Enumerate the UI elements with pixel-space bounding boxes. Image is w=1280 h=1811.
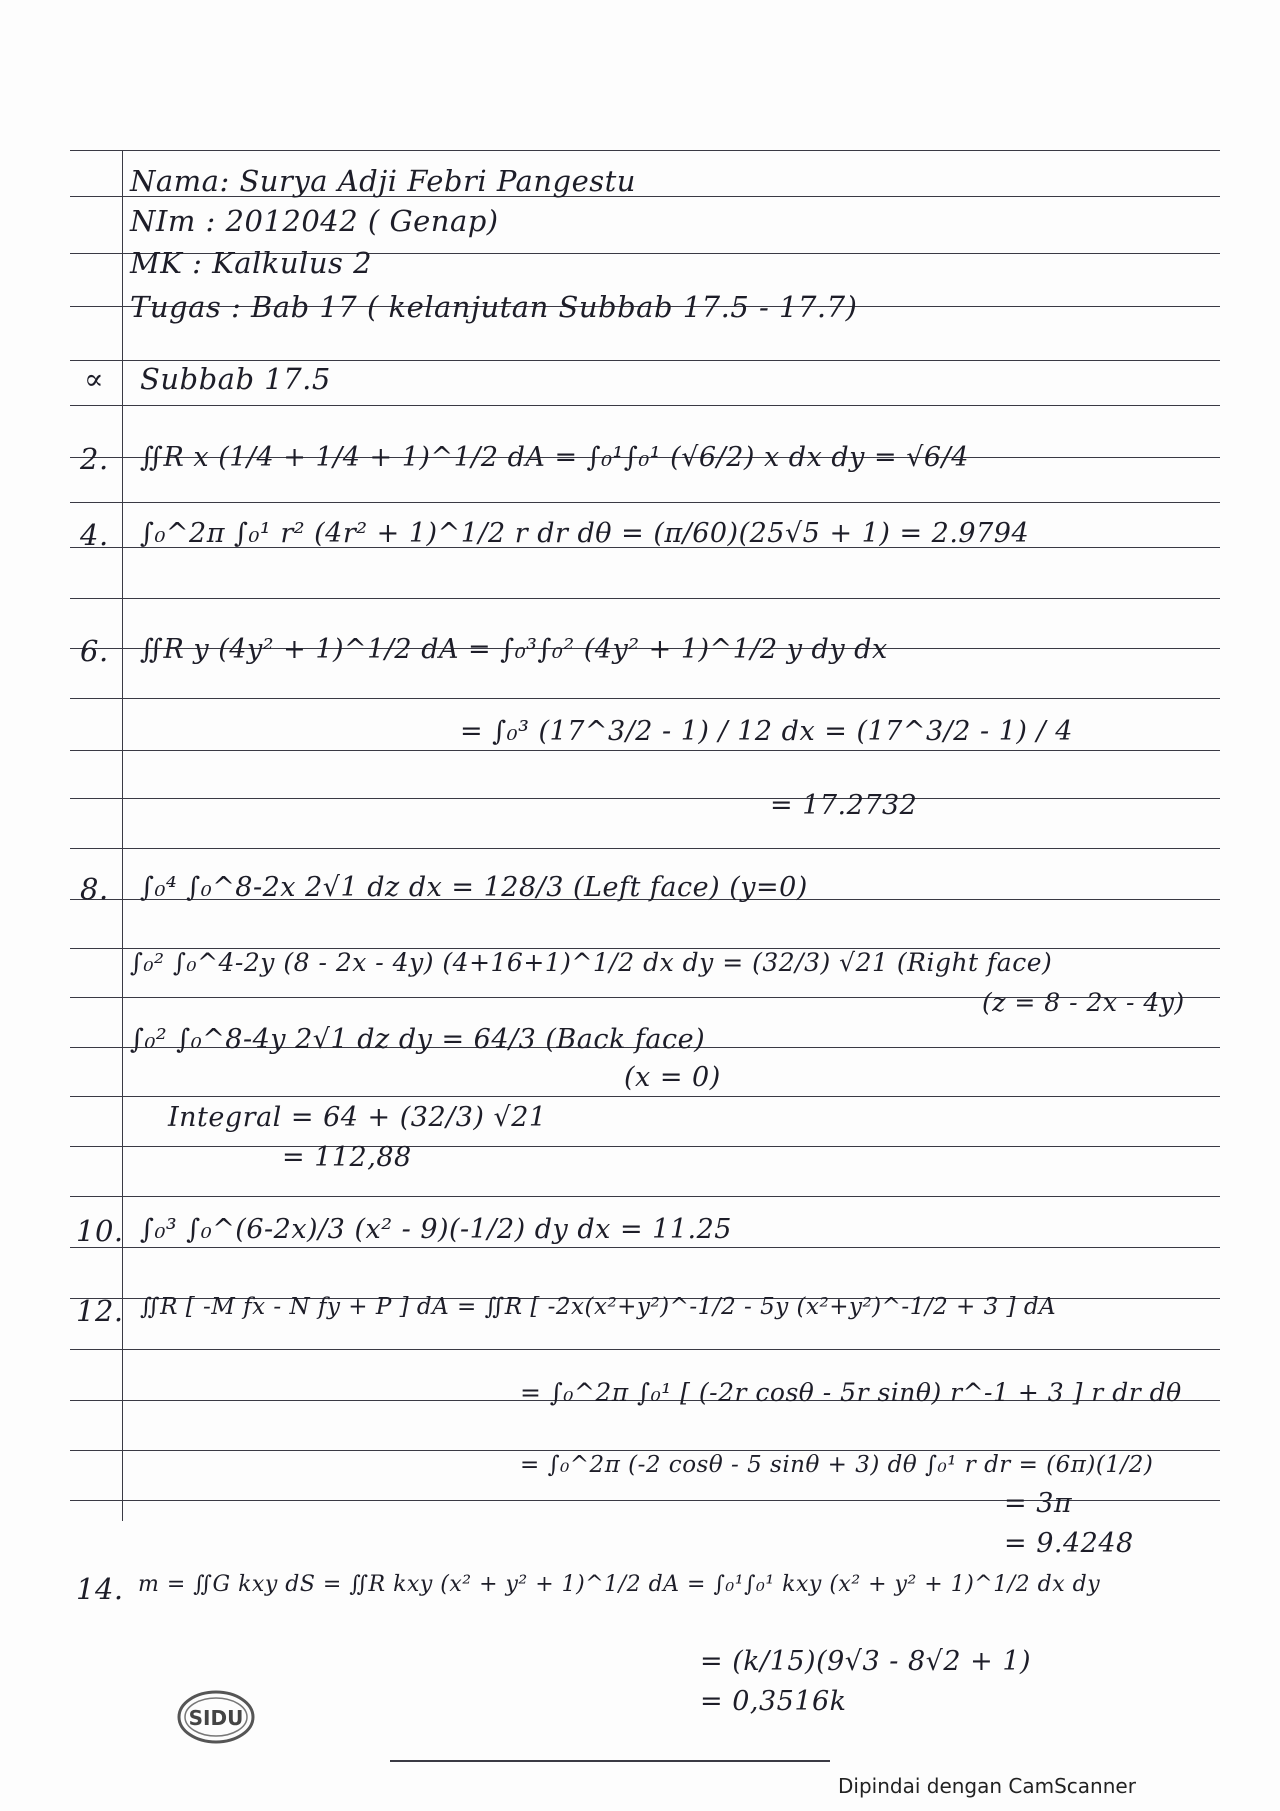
problem-line: (x = 0) <box>624 1062 721 1093</box>
logo-text: SIDU <box>188 1706 244 1730</box>
problem-number: 14. <box>76 1572 124 1606</box>
problem-line: = (k/15)(9√3 - 8√2 + 1) <box>700 1646 1032 1677</box>
problem-line: Integral = 64 + (32/3) √21 <box>168 1102 547 1133</box>
problem-line: = 112,88 <box>282 1142 412 1173</box>
problem-line: ∫₀² ∫₀^4-2y (8 - 2x - 4y) (4+16+1)^1/2 dx dy = (32/3) √21 (Right face) <box>130 948 1053 977</box>
scanner-watermark: Dipindai dengan CamScanner <box>838 1774 1136 1798</box>
problem-line: = ∫₀^2π ∫₀¹ [ (-2r cosθ - 5r sinθ) r^-1 + 3 ] r dr dθ <box>520 1378 1182 1407</box>
student-name: Nama: Surya Adji Febri Pangestu <box>130 164 636 198</box>
problem-line: = 3π <box>1004 1488 1073 1519</box>
problem-number: 10. <box>76 1214 124 1248</box>
problem-line: = 9.4248 <box>1004 1528 1134 1559</box>
problem-line: (z = 8 - 2x - 4y) <box>982 988 1185 1017</box>
problem-line: ∬R y (4y² + 1)^1/2 dA = ∫₀³∫₀² (4y² + 1)^1/2 y dy dx <box>140 634 888 665</box>
course-name: MK : Kalkulus 2 <box>130 246 373 280</box>
problem-line: m = ∬G kxy dS = ∬R kxy (x² + y² + 1)^1/2 dA = ∫₀¹∫₀¹ kxy (x² + y² + 1)^1/2 dx dy <box>138 1572 1101 1597</box>
problem-number: 8. <box>80 872 109 906</box>
problem-number: 4. <box>80 518 109 552</box>
section-title: Subbab 17.5 <box>140 362 331 396</box>
problem-line: ∬R x (1/4 + 1/4 + 1)^1/2 dA = ∫₀¹∫₀¹ (√6/2) x dx dy = √6/4 <box>140 442 969 473</box>
problem-line: = 0,3516k <box>700 1686 847 1717</box>
bottom-rule <box>390 1760 830 1762</box>
section-marker: ∝ <box>84 362 105 396</box>
problem-line: ∫₀^2π ∫₀¹ r² (4r² + 1)^1/2 r dr dθ = (π/60)(25√5 + 1) = 2.9794 <box>140 518 1030 549</box>
student-nim: NIm : 2012042 ( Genap) <box>130 204 499 238</box>
problem-line: ∫₀² ∫₀^8-4y 2√1 dz dy = 64/3 (Back face) <box>130 1024 706 1055</box>
problem-line: ∬R [ -M fx - N fy + P ] dA = ∬R [ -2x(x²+y²)^-1/2 - 5y (x²+y²)^-1/2 + 3 ] dA <box>140 1294 1057 1320</box>
problem-line: = ∫₀³ (17^3/2 - 1) / 12 dx = (17^3/2 - 1) / 4 <box>460 716 1073 747</box>
problem-line: = ∫₀^2π (-2 cosθ - 5 sinθ + 3) dθ ∫₀¹ r dr = (6π)(1/2) <box>520 1452 1154 1478</box>
assignment-title: Tugas : Bab 17 ( kelanjutan Subbab 17.5 - 17.7) <box>130 290 858 324</box>
problem-number: 12. <box>76 1294 124 1328</box>
problem-line: = 17.2732 <box>770 790 918 821</box>
problem-number: 2. <box>80 442 109 476</box>
problem-line: ∫₀⁴ ∫₀^8-2x 2√1 dz dx = 128/3 (Left face) (y=0) <box>140 872 808 903</box>
sidu-logo <box>176 1688 256 1746</box>
problem-line: ∫₀³ ∫₀^(6-2x)/3 (x² - 9)(-1/2) dy dx = 11.25 <box>140 1214 732 1245</box>
problem-number: 6. <box>80 634 109 668</box>
